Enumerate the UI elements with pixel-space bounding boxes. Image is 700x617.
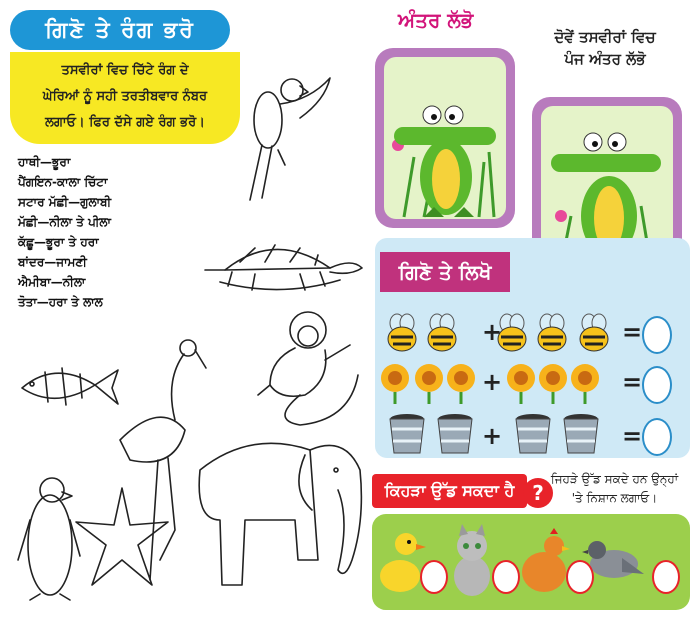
spot-difference-title: ਅੰਤਰ ਲੱਭੋ [398, 8, 474, 32]
crocodile-icon [384, 57, 506, 219]
sunflower-icon [571, 364, 599, 404]
sunflower-icon [415, 364, 443, 404]
answer-circle-cat[interactable] [492, 560, 520, 594]
sunflower-icon [447, 364, 475, 404]
legend-item: ਬਾਂਦਰ—ਜਾਮਣੀ [18, 255, 87, 269]
picture-background [384, 57, 506, 219]
who-flies-title: ਕਿਹੜਾ ਉੱਡ ਸਕਦਾ ਹੈ [372, 474, 527, 508]
sunflower-icon [381, 364, 409, 404]
hen-icon [522, 528, 570, 592]
bee-icon [538, 314, 566, 351]
crocodile-picture-1 [375, 48, 515, 228]
bee-icon [388, 314, 416, 351]
legend-item: ਮੱਛੀ—ਨੀਲਾ ਤੇ ਪੀਲਾ [18, 215, 111, 229]
bee-icon [580, 314, 608, 351]
cat-icon [454, 524, 490, 596]
equals-sign: = [622, 318, 643, 346]
answer-circle-hen[interactable] [566, 560, 594, 594]
coloring-title: ਗਿਣੋ ਤੇ ਰੰਗ ਭਰੋ [10, 10, 230, 50]
answer-circle-pigeon[interactable] [652, 560, 680, 594]
bee-icon [428, 314, 456, 351]
question-mark-icon: ? [523, 478, 553, 508]
count-write-title: ਗਿਣੋ ਤੇ ਲਿਖੋ [380, 252, 510, 292]
turtle-drawing [205, 245, 362, 290]
fish-drawing [22, 368, 118, 405]
bucket-icon [390, 414, 424, 453]
bucket-icon [564, 414, 598, 453]
bee-icon [498, 314, 526, 351]
penguin-drawing [18, 478, 80, 600]
legend-item: ਸਟਾਰ ਮੱਛੀ—ਗੁਲਾਬੀ [18, 195, 112, 209]
bucket-icon [516, 414, 550, 453]
parrot-drawing [250, 78, 330, 200]
description-line: ਪੰਜ ਅੰਤਰ ਲੱਭੋ [564, 50, 646, 68]
elephant-drawing [199, 443, 361, 585]
starfish-drawing [76, 488, 168, 585]
bucket-icon [438, 414, 472, 453]
legend-item: ਪੈਂਗਇਨ-ਕਾਲਾ ਚਿੱਟਾ [18, 175, 108, 189]
instruction-line: ਲਗਾਓ। ਫਿਰ ਦੱਸੇ ਗਏ ਰੰਗ ਭਰੋ। [45, 115, 205, 130]
equals-sign: = [622, 422, 643, 450]
legend-item: ਐਮੀਬਾ—ਨੀਲਾ [18, 275, 86, 289]
answer-circle[interactable] [642, 366, 672, 404]
plus-sign: + [482, 318, 503, 346]
instruction-line: ਤਸਵੀਰਾਂ ਵਿਚ ਚਿੱਟੇ ਰੰਗ ਦੇ [61, 63, 189, 78]
flamingo-drawing [120, 340, 206, 580]
legend-item: ਕੱਛੂ—ਭੂਰਾ ਤੇ ਹਰਾ [18, 235, 99, 249]
plus-sign: + [482, 422, 503, 450]
who-flies-instruction [532, 470, 697, 508]
legend-item: ਤੋਤਾ—ਹਰਾ ਤੇ ਲਾਲ [18, 295, 103, 309]
answer-circle-duck[interactable] [420, 560, 448, 594]
instruction-line: ਜਿਹੜੇ ਉੱਡ ਸਕਦੇ ਹਨ ਉਨ੍ਹਾਂ [550, 472, 679, 486]
answer-circle[interactable] [642, 418, 672, 456]
instruction-line: 'ਤੇ ਨਿਸ਼ਾਨ ਲਗਾਓ। [571, 491, 658, 505]
instruction-line: ਘੇਰਿਆਂ ਨੂੰ ਸਹੀ ਤਰਤੀਬਵਾਰ ਨੰਬਰ [42, 89, 208, 104]
spot-difference-description [520, 26, 690, 70]
animal-drawings [372, 514, 690, 610]
plus-sign: + [482, 368, 503, 396]
description-line: ਦੋਵੇਂ ਤਸਵੀਰਾਂ ਵਿਚ [554, 28, 656, 46]
sunflower-icon [539, 364, 567, 404]
sunflower-icon [507, 364, 535, 404]
equals-sign: = [622, 368, 643, 396]
duck-icon [380, 533, 426, 592]
legend-item: ਹਾਥੀ—ਭੂਰਾ [18, 155, 71, 169]
monkey-drawing [258, 312, 358, 425]
answer-circle[interactable] [642, 316, 672, 354]
